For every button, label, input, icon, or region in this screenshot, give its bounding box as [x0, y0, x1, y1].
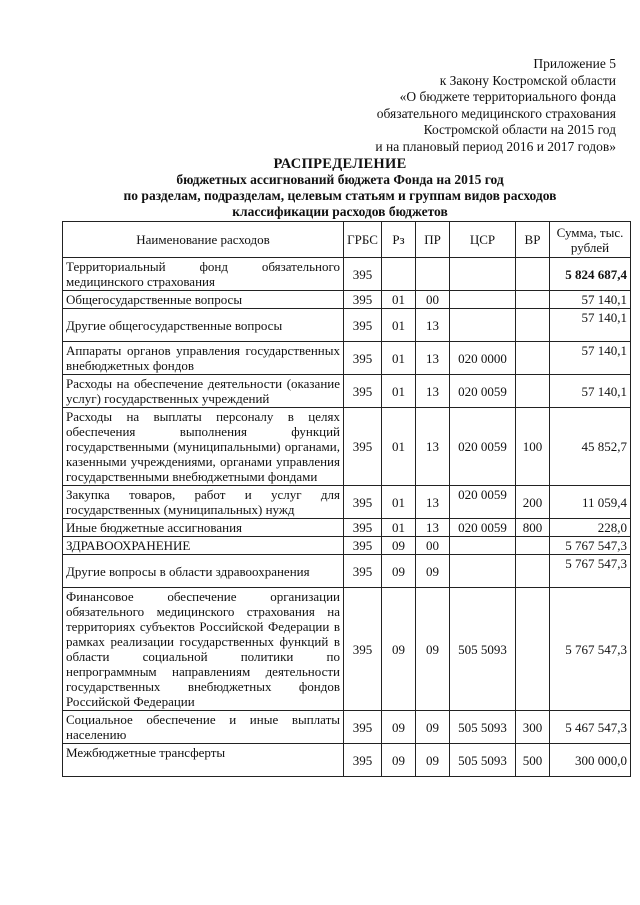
- appendix-line: обязательного медицинского страхования: [376, 105, 616, 121]
- row-pr: 13: [416, 342, 450, 375]
- header-name: Наименование расходов: [63, 222, 344, 258]
- table-row: [63, 309, 631, 342]
- row-sum: 45 852,7: [550, 408, 631, 486]
- row-csr: 020 0000: [450, 342, 516, 375]
- row-pr: 13: [416, 486, 450, 519]
- row-pr: 00: [416, 291, 450, 309]
- table-row: [63, 711, 631, 744]
- table-row: [63, 258, 631, 291]
- row-vr: 100: [516, 408, 550, 486]
- row-rz: 09: [382, 555, 416, 588]
- row-pr: 13: [416, 309, 450, 342]
- table-row: [63, 408, 631, 486]
- row-vr: 800: [516, 519, 550, 537]
- row-vr: [516, 375, 550, 408]
- row-sum: 57 140,1: [550, 342, 631, 375]
- row-rz: 01: [382, 408, 416, 486]
- row-sum: 5 824 687,4: [550, 258, 631, 291]
- row-csr: 505 5093: [450, 711, 516, 744]
- row-pr: 13: [416, 375, 450, 408]
- row-rz: 01: [382, 342, 416, 375]
- row-csr: 505 5093: [450, 744, 516, 777]
- table-row: [63, 375, 631, 408]
- row-vr: 300: [516, 711, 550, 744]
- row-name: Другие вопросы в области здравоохранения: [63, 555, 344, 588]
- table-row: [63, 537, 631, 555]
- row-csr: 020 0059: [450, 408, 516, 486]
- row-csr: [450, 258, 516, 291]
- row-vr: [516, 291, 550, 309]
- appendix-line: Костромской области на 2015 год: [423, 122, 616, 137]
- heading-line: классификации расходов бюджетов: [232, 204, 448, 219]
- row-sum: 5 767 547,3: [550, 537, 631, 555]
- row-name: Межбюджетные трансферты: [63, 744, 344, 777]
- row-grbs: 395: [344, 519, 382, 537]
- row-vr: [516, 555, 550, 588]
- row-csr: 020 0059: [450, 375, 516, 408]
- row-grbs: 395: [344, 375, 382, 408]
- row-vr: [516, 342, 550, 375]
- header-rz: Рз: [382, 222, 416, 258]
- row-pr: 09: [416, 588, 450, 711]
- row-grbs: 395: [344, 408, 382, 486]
- row-grbs: 395: [344, 291, 382, 309]
- table-row: [63, 519, 631, 537]
- row-name: Территориальный фонд обязательного медицинского страхования: [63, 258, 344, 291]
- row-pr: 09: [416, 744, 450, 777]
- row-sum: 11 059,4: [550, 486, 631, 519]
- row-rz: [382, 258, 416, 291]
- row-vr: [516, 537, 550, 555]
- row-grbs: 395: [344, 744, 382, 777]
- row-grbs: 395: [344, 537, 382, 555]
- row-grbs: 395: [344, 711, 382, 744]
- row-name: Финансовое обеспечение организации обязательного медицинского страхования на территориях субъектов Российской Федерации в рамках реализации государственных функций в области социальной политики по непрограммным направлениям деятельности государственных внебюджетных фондов Российской Федерации: [63, 588, 344, 711]
- row-csr: [450, 555, 516, 588]
- row-sum: 5 767 547,3: [550, 555, 631, 588]
- appendix-line: к Закону Костромской области: [439, 72, 616, 88]
- row-rz: 09: [382, 711, 416, 744]
- table-row: [63, 588, 631, 711]
- row-name: Закупка товаров, работ и услуг для государственных (муниципальных) нужд: [63, 486, 344, 519]
- row-grbs: 395: [344, 258, 382, 291]
- row-pr: 13: [416, 519, 450, 537]
- header-grbs: ГРБС: [344, 222, 382, 258]
- row-name: Аппараты органов управления государственных внебюджетных фондов: [63, 342, 344, 375]
- row-csr: [450, 537, 516, 555]
- row-vr: 200: [516, 486, 550, 519]
- row-sum: 300 000,0: [550, 744, 631, 777]
- table-row: [63, 291, 631, 309]
- header-csr: ЦСР: [450, 222, 516, 258]
- row-pr: 09: [416, 711, 450, 744]
- appendix-line: и на плановый период 2016 и 2017 годов»: [375, 138, 616, 154]
- row-pr: [416, 258, 450, 291]
- row-vr: [516, 309, 550, 342]
- table-header-row: [63, 222, 631, 258]
- document-heading: [60, 156, 620, 220]
- row-csr: 505 5093: [450, 588, 516, 711]
- row-name: ЗДРАВООХРАНЕНИЕ: [63, 537, 344, 555]
- row-name: Расходы на выплаты персоналу в целях обеспечения выполнения функций государственными (муниципальными) органами, казенными учреждениями, органами управления государственными внебюджетными фондами: [63, 408, 344, 486]
- row-grbs: 395: [344, 309, 382, 342]
- row-sum: 57 140,1: [550, 375, 631, 408]
- budget-table: [62, 221, 631, 777]
- row-name: Общегосударственные вопросы: [63, 291, 344, 309]
- row-pr: 13: [416, 408, 450, 486]
- row-rz: 01: [382, 309, 416, 342]
- row-sum: 5 767 547,3: [550, 588, 631, 711]
- table-row: [63, 342, 631, 375]
- appendix-header: [256, 56, 616, 155]
- row-rz: 09: [382, 537, 416, 555]
- heading-line: по разделам, подразделам, целевым статьям и группам видов расходов: [123, 188, 557, 203]
- row-name: Иные бюджетные ассигнования: [63, 519, 344, 537]
- row-rz: 01: [382, 519, 416, 537]
- row-grbs: 395: [344, 342, 382, 375]
- header-sum: Сумма, тыс. рублей: [550, 222, 631, 258]
- document-title: РАСПРЕДЕЛЕНИЕ: [273, 156, 407, 172]
- row-pr: 09: [416, 555, 450, 588]
- row-rz: 01: [382, 486, 416, 519]
- row-vr: [516, 258, 550, 291]
- table-row: [63, 744, 631, 777]
- row-name: Расходы на обеспечение деятельности (оказание услуг) государственных учреждений: [63, 375, 344, 408]
- appendix-line: «О бюджете территориального фонда: [399, 89, 616, 104]
- row-grbs: 395: [344, 588, 382, 711]
- row-rz: 09: [382, 744, 416, 777]
- header-pr: ПР: [416, 222, 450, 258]
- header-vr: ВР: [516, 222, 550, 258]
- table-row: [63, 555, 631, 588]
- row-sum: 57 140,1: [550, 291, 631, 309]
- row-csr: 020 0059: [450, 486, 516, 519]
- row-rz: 01: [382, 375, 416, 408]
- appendix-line: Приложение 5: [533, 56, 616, 71]
- table-row: [63, 486, 631, 519]
- row-sum: 228,0: [550, 519, 631, 537]
- row-csr: 020 0059: [450, 519, 516, 537]
- row-sum: 57 140,1: [550, 309, 631, 342]
- row-name: Другие общегосударственные вопросы: [63, 309, 344, 342]
- row-vr: 500: [516, 744, 550, 777]
- heading-line: бюджетных ассигнований бюджета Фонда на 2015 год: [176, 172, 504, 187]
- row-name: Социальное обеспечение и иные выплаты населению: [63, 711, 344, 744]
- row-sum: 5 467 547,3: [550, 711, 631, 744]
- row-pr: 00: [416, 537, 450, 555]
- row-rz: 09: [382, 588, 416, 711]
- row-grbs: 395: [344, 486, 382, 519]
- row-grbs: 395: [344, 555, 382, 588]
- row-vr: [516, 588, 550, 711]
- row-rz: 01: [382, 291, 416, 309]
- row-csr: [450, 309, 516, 342]
- row-csr: [450, 291, 516, 309]
